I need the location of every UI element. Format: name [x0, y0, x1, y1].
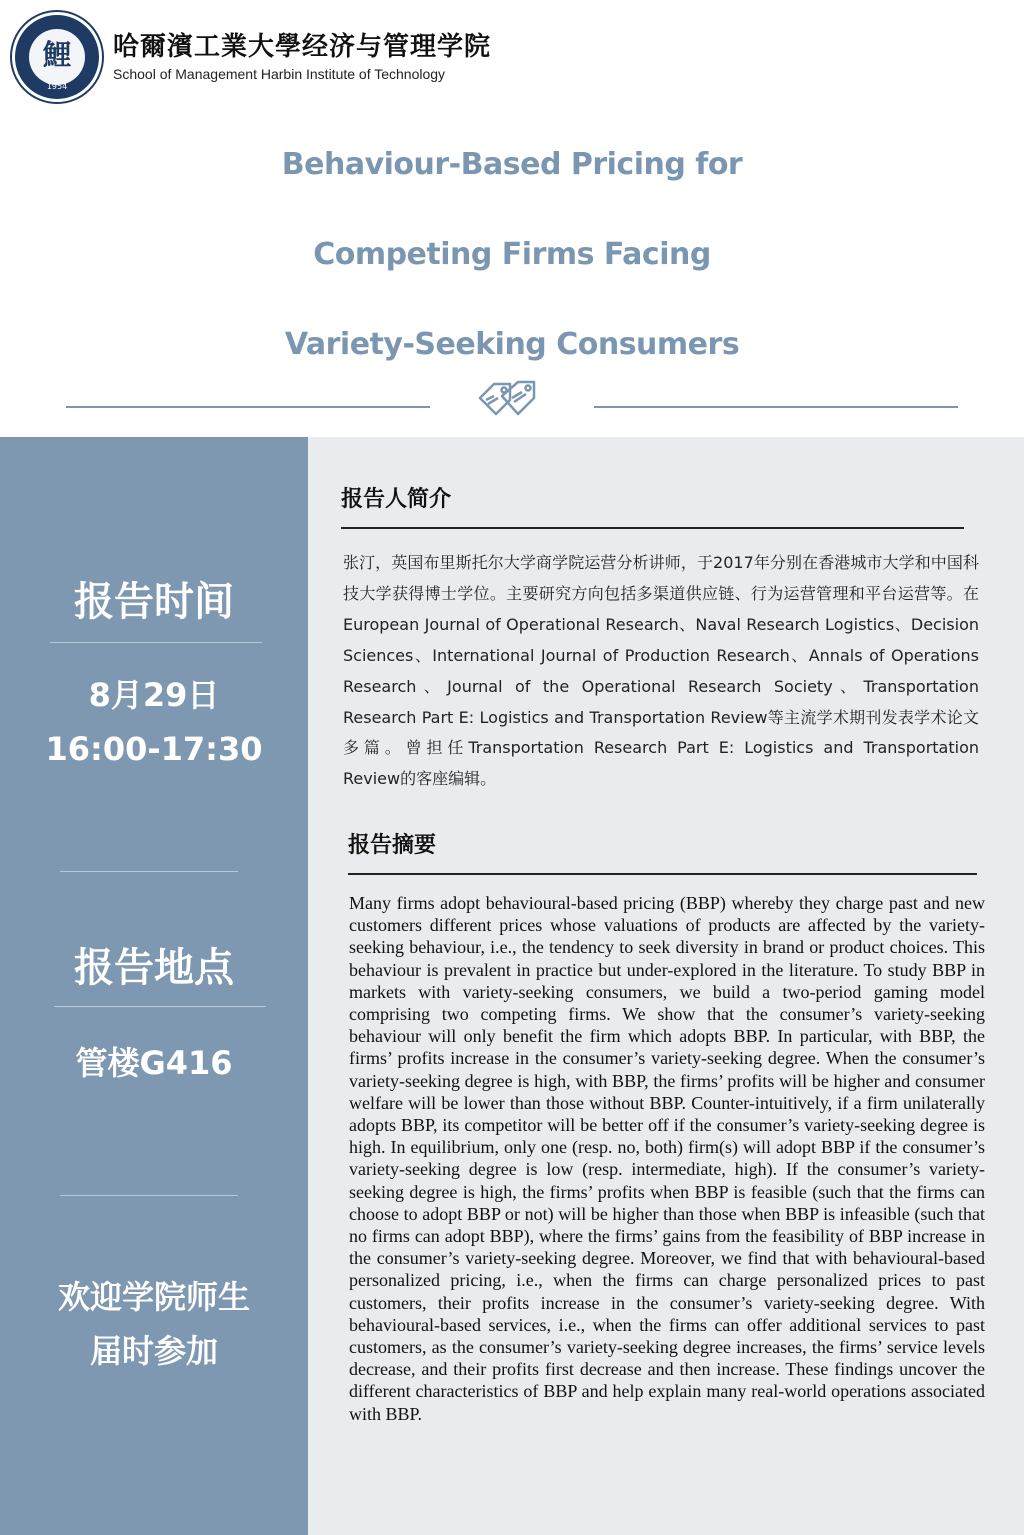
welcome-line-1: 欢迎学院师生	[57, 1278, 250, 1316]
location-heading: 报告地点	[74, 945, 234, 991]
speaker-bio: 张汀，英国布里斯托尔大学商学院运营分析讲师，于2017年分别在香港城市大学和中国科技大学获得博士学位。主要研究方向包括多渠道供应链、行为运营管理和平台运营等。在European Journal of Operational Research、Naval Research Logistics、Decision Sciences、International Journal of Production Research、Annals of Operations Research、Journal of the Operational Research Society、Transportation Research Part E: Logistics and Transportation Review等主流学术期刊发表学术论文多篇。曾担任Transportation Research Part E: Logistics and Transportation Review的客座编辑。	[343, 553, 979, 789]
logo-year: 1954	[46, 82, 68, 91]
talk-title-line-1: Behaviour-Based Pricing for	[281, 147, 743, 182]
school-name-cn: 哈爾濱工業大學经济与管理学院	[113, 32, 492, 62]
price-tags-icon	[472, 374, 552, 424]
school-name-en: School of Management Harbin Institute of Technology	[113, 66, 446, 82]
logo-emblem-icon: 鯉	[29, 29, 85, 85]
location-divider	[54, 1006, 266, 1007]
event-location: 管楼G416	[75, 1044, 233, 1082]
school-logo	[12, 12, 102, 102]
divider-right	[594, 406, 958, 408]
welcome-line-2: 届时参加	[89, 1332, 218, 1370]
time-divider	[50, 642, 262, 643]
speaker-heading: 报告人简介	[341, 487, 452, 512]
event-time: 16:00-17:30	[45, 730, 263, 768]
section-divider-2	[60, 1195, 238, 1196]
talk-title	[0, 120, 1024, 390]
abstract-heading-rule	[348, 873, 977, 875]
section-divider-1	[60, 871, 238, 872]
talk-title-line-2: Competing Firms Facing	[313, 237, 711, 272]
event-date: 8月29日	[88, 676, 220, 714]
talk-title-line-3: Variety-Seeking Consumers	[284, 327, 740, 362]
speaker-heading-rule	[341, 527, 964, 529]
divider-left	[66, 406, 430, 408]
abstract-heading: 报告摘要	[348, 833, 437, 858]
time-heading: 报告时间	[74, 579, 234, 625]
abstract-text: Many firms adopt behavioural-based pricing (BBP) whereby they charge past and new customers different prices whose valuations of products are affected by the variety-seeking behaviour, i.e., the tendency to seek diversity in brand or product choices. This behaviour is prevalent in practice but under-explored in the literature. To study BBP in markets with variety-seeking consumers, we build a two-period gaming model comprising two competing firms. We show that the consumer’s variety-seeking behaviour will only benefit the firm which adopts BBP. In particular, with BBP, the firms’ profits increase in the consumer’s variety-seeking degree. When the consumer’s variety-seeking degree is high, with BBP, the firms’ profits will be higher and consumer welfare will be lower than those without BBP. Counter-intuitively, if a firm unilaterally adopts BBP, its competitor will be better off if the consumer’s variety-seeking degree is high. In equilibrium, only one (resp. no, both) firm(s) will adopt BBP if the consumer’s variety-seeking degree is low (resp. intermediate, high). If the consumer’s variety-seeking degree is high, the firms’ profits when BBP is feasible (such that the firms can choose to adopt BBP or not) will be higher than those when BBP is infeasible (such that no firms can adopt BBP), where the firms’ gains from the feasibility of BBP increase in the consumer’s variety-seeking degree. Moreover, we find that with behavioural-based personalized pricing, i.e., when the firms can charge personalized prices to past customers, their profits increase in the consumer’s variety-seeking degree. With behavioural-based services, i.e., when the firms can offer additional services to past customers, as the consumer’s variety-seeking degree increases, the firms’ service levels decrease, and their profits first decrease and then increase. These findings uncover the different characteristics of BBP and help explain many real-world operations associated with BBP.	[349, 893, 985, 1424]
